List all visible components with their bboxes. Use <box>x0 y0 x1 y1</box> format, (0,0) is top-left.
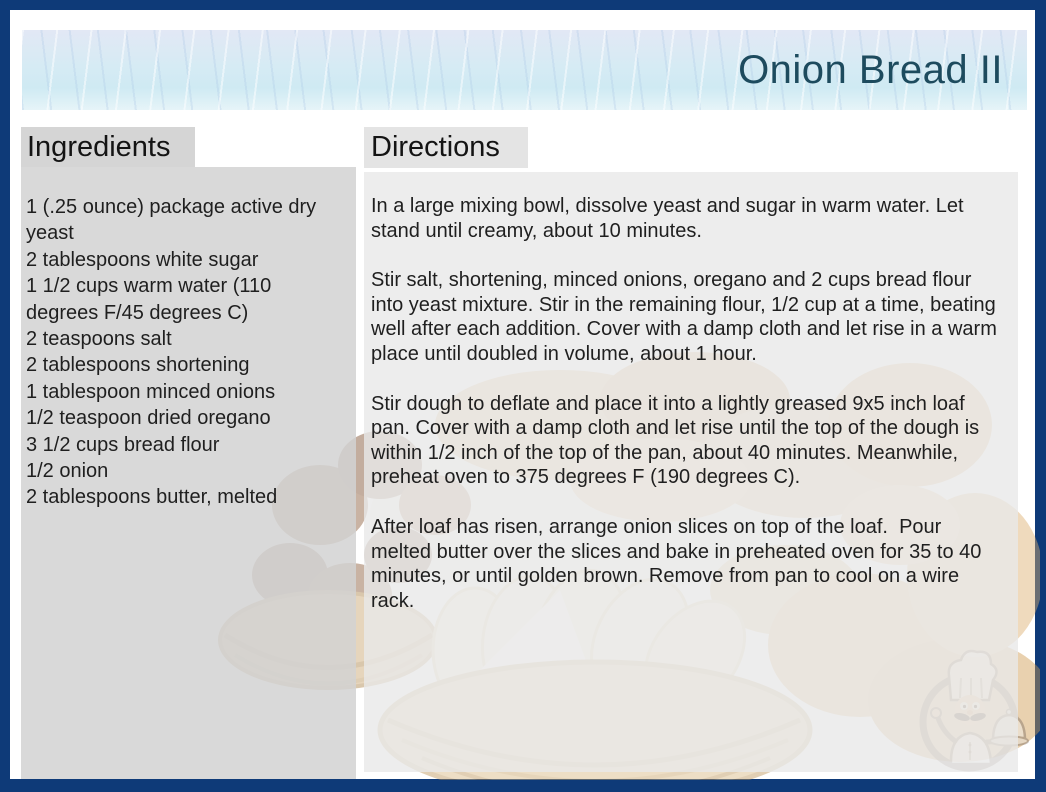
directions-heading: Directions <box>371 131 500 163</box>
direction-paragraph: Stir dough to deflate and place it into a lightly greased 9x5 inch loaf pan. Cover with a damp cloth and let rise until the top of the dough is within 1/2 inch of the top of the pan, about 40 minutes. Meanwhile, preheat oven to 375 degrees F (190 degrees C). <box>371 392 985 489</box>
ingredient-item: 2 tablespoons shortening <box>26 354 250 377</box>
directions-panel <box>364 172 1018 772</box>
directions-heading-block <box>364 127 528 168</box>
ingredient-item: 2 tablespoons butter, melted <box>26 486 278 509</box>
direction-paragraph: After loaf has risen, arrange onion slices on top of the loaf. Pour melted butter over the slices and bake in preheated oven for 35 to 40 minutes, or until golden brown. Remove from pan to cool on a wire rack. <box>371 515 987 612</box>
ingredient-item: 2 tablespoons white sugar <box>26 248 259 271</box>
direction-paragraph: In a large mixing bowl, dissolve yeast and sugar in warm water. Let stand until creamy, about 10 minutes. <box>371 195 970 242</box>
ingredient-item: 2 teaspoons salt <box>26 328 172 351</box>
ingredients-panel <box>21 167 356 779</box>
ingredient-item: 1/2 onion <box>26 460 109 483</box>
ingredient-item: 1/2 teaspoon dried oregano <box>26 407 271 430</box>
ingredients-heading-block <box>21 127 195 167</box>
ingredient-item: 1 (.25 ounce) package active dry yeast <box>26 196 317 245</box>
direction-paragraph: Stir salt, shortening, minced onions, oregano and 2 cups bread flour into yeast mixture. Stir in the remaining flour, 1/2 cup at a time, beating well after each addition. Cover with a damp cloth and let rise in a warm place until doubled in volume, about 1 hour. <box>371 269 1003 365</box>
header-banner <box>22 30 1027 110</box>
page-title: Onion Bread II <box>738 47 1003 92</box>
ingredient-item: 3 1/2 cups bread flour <box>26 433 220 456</box>
ingredient-item: 1 tablespoon minced onions <box>26 380 276 403</box>
ingredients-heading: Ingredients <box>27 130 171 163</box>
ingredient-item: 1 1/2 cups warm water (110 degrees F/45 degrees C) <box>26 275 272 324</box>
